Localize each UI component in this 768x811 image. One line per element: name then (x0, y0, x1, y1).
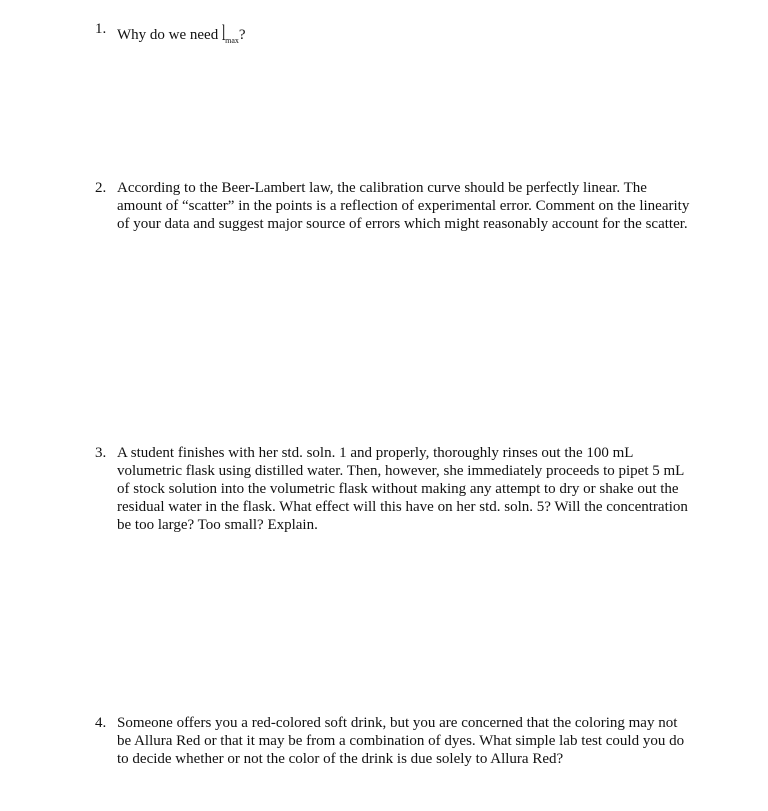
question-3-line: volumetric flask using distilled water. Then, however, she immediately proceeds to pipet 5 mL (117, 463, 685, 479)
question-3-line: be too large? Too small? Explain. (117, 517, 318, 533)
question-4-line: be Allura Red or that it may be from a combination of dyes. What simple lab test could you do (117, 733, 685, 749)
question-1-number: 1. (95, 21, 107, 37)
question-2-number: 2. (95, 180, 107, 196)
lambda-symbol: l (221, 20, 226, 45)
question-3-line: A student finishes with her std. soln. 1 and properly, thoroughly rinses out the 100 mL (117, 445, 634, 461)
question-3-line: residual water in the flask. What effect will this have on her std. soln. 5? Will the concentration (117, 499, 688, 515)
question-2-line: of your data and suggest major source of errors which might reasonably account for the scatter. (117, 216, 688, 232)
question-4-number: 4. (95, 715, 107, 731)
question-4-line: to decide whether or not the color of the drink is due solely to Allura Red? (117, 751, 564, 767)
question-1-text-before: Why do we need (117, 27, 219, 43)
question-4-line: Someone offers you a red-colored soft drink, but you are concerned that the coloring may not (117, 715, 678, 731)
question-2-line: According to the Beer-Lambert law, the calibration curve should be perfectly linear. The (117, 180, 647, 196)
question-1-text-after: ? (238, 27, 246, 43)
question-3-text (117, 444, 697, 534)
question-3-number: 3. (95, 445, 107, 461)
question-2-line: amount of “scatter” in the points is a reflection of experimental error. Comment on the linearity (117, 198, 690, 214)
question-1-text (117, 20, 697, 46)
lambda-subscript: max (225, 36, 239, 45)
question-3-line: of stock solution into the volumetric flask without making any attempt to dry or shake out the (117, 481, 679, 497)
question-2-text (117, 179, 697, 233)
question-4-text (117, 714, 697, 768)
